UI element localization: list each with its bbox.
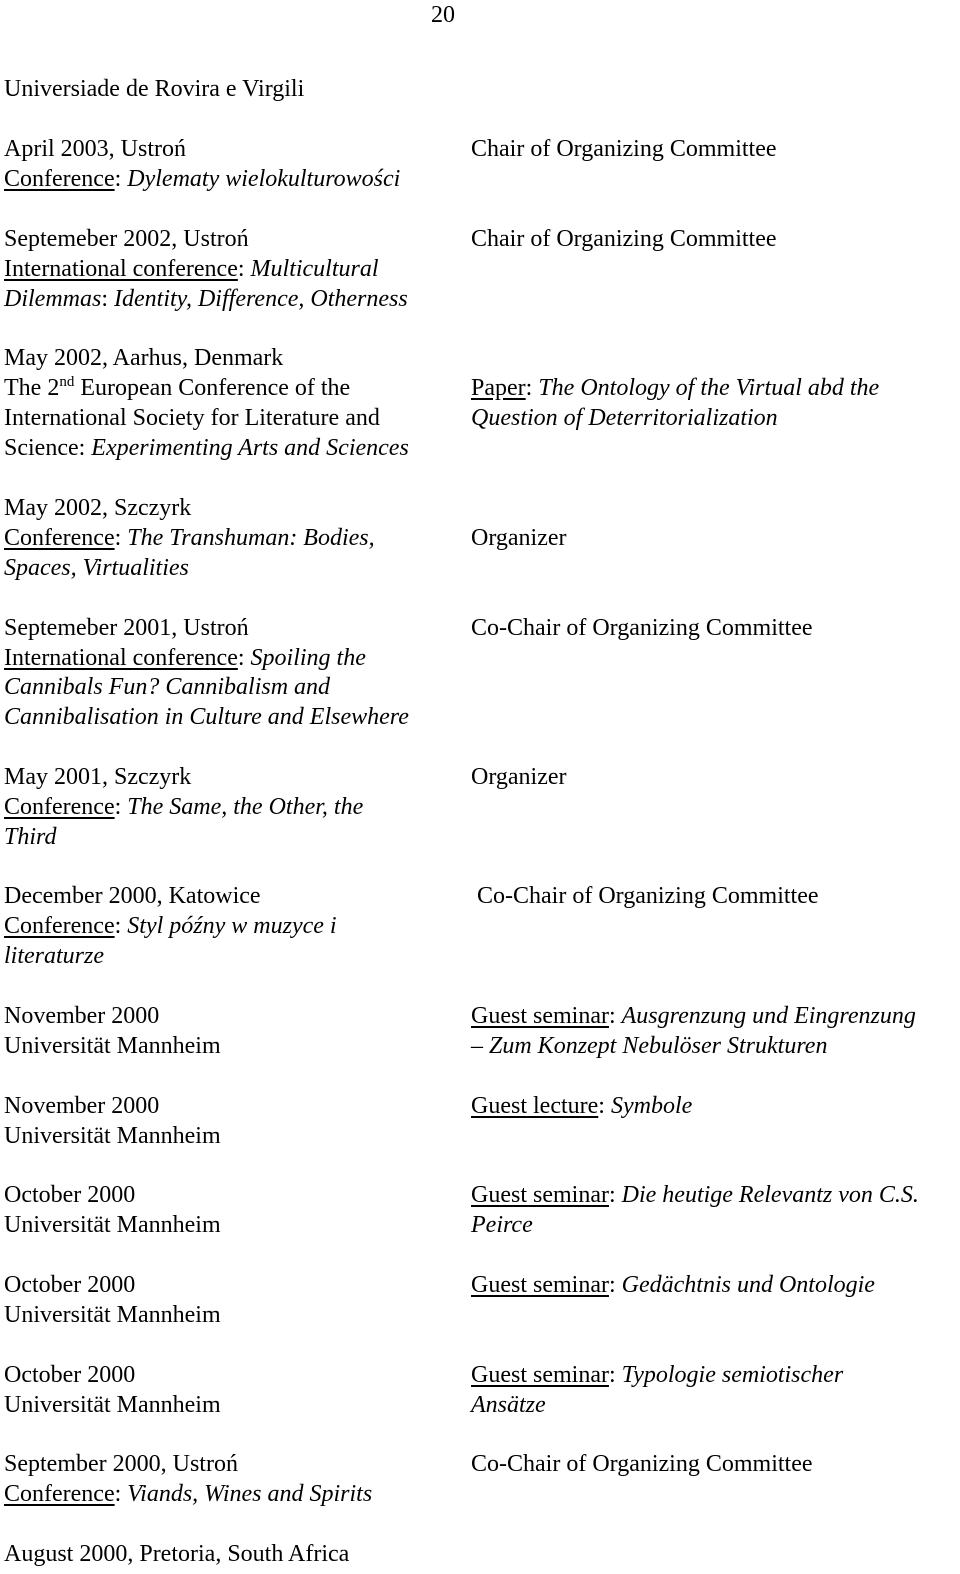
- title-text: Ansätze: [471, 1392, 546, 1418]
- text-run: :: [598, 1093, 611, 1119]
- title-text: Typologie semiotischer: [621, 1362, 844, 1388]
- text-run: European Conference of the: [74, 375, 351, 401]
- title-text: Third: [4, 824, 57, 850]
- title-text: Symbole: [610, 1093, 693, 1119]
- right-column-line: [471, 1180, 919, 1210]
- left-column-line: [4, 1360, 135, 1390]
- text-run: May 2002, Aarhus, Denmark: [4, 345, 284, 371]
- text-run: December 2000, Katowice: [4, 883, 261, 909]
- left-column-line: [4, 254, 379, 284]
- category-label: Conference: [4, 166, 115, 192]
- left-column-line: [4, 613, 249, 643]
- text-run: Co-Chair of Organizing Committee: [471, 1451, 813, 1477]
- text-run: November 2000: [4, 1093, 160, 1119]
- text-run: International Society for Literature and: [4, 405, 380, 431]
- title-text: Ausgrenzung und Eingrenzung: [621, 1003, 916, 1029]
- left-column-line: [4, 881, 261, 911]
- text-run: September 2000, Ustroń: [4, 1451, 238, 1477]
- text-run: Universität Mannheim: [4, 1302, 221, 1328]
- text-run: :: [237, 256, 251, 282]
- title-text: Peirce: [471, 1212, 533, 1238]
- text-run: Organizer: [471, 764, 567, 790]
- category-label: Conference: [4, 794, 115, 820]
- category-label: Guest seminar: [471, 1003, 609, 1029]
- left-column-line: [4, 1479, 372, 1509]
- right-column-line: [471, 1031, 827, 1061]
- text-run: Universiade de Rovira e Virgili: [4, 76, 305, 102]
- left-column-line: [4, 672, 330, 702]
- right-column-line: [471, 373, 879, 403]
- left-column-line: [4, 941, 104, 971]
- text-run: :: [114, 1481, 128, 1507]
- left-column-line: [4, 1001, 159, 1031]
- left-column-line: [4, 1091, 159, 1121]
- left-column-line: [4, 1270, 135, 1300]
- title-text: The Transhuman: Bodies,: [127, 525, 375, 551]
- text-run: Co-Chair of Organizing Committee: [477, 883, 819, 909]
- category-label: Conference: [4, 1481, 115, 1507]
- right-column-line: [471, 1091, 692, 1121]
- left-column-line: [4, 74, 304, 104]
- right-column-line: [471, 1210, 533, 1240]
- category-label: Conference: [4, 913, 115, 939]
- category-label: International conference: [4, 256, 238, 282]
- text-run: May 2002, Szczyrk: [4, 495, 192, 521]
- right-column-line: [471, 613, 813, 643]
- left-column-line: [4, 553, 189, 583]
- text-run: :: [114, 525, 128, 551]
- title-text: Spoiling the: [250, 645, 366, 671]
- text-run: :: [114, 166, 128, 192]
- text-run: October 2000: [4, 1362, 136, 1388]
- left-column-line: [4, 1449, 238, 1479]
- text-run: Universität Mannheim: [4, 1123, 221, 1149]
- right-column-line: [471, 1390, 546, 1420]
- left-column-line: [4, 762, 191, 792]
- title-text: Cannibals Fun? Cannibalism and: [4, 674, 331, 700]
- left-column-line: [4, 822, 56, 852]
- left-column-line: [4, 493, 191, 523]
- title-text: Experimenting Arts and Sciences: [91, 435, 409, 461]
- left-column-line: [4, 284, 408, 314]
- category-label: Guest seminar: [471, 1272, 609, 1298]
- text-run: :: [608, 1272, 622, 1298]
- right-column-line: [471, 1270, 875, 1300]
- left-column-line: [4, 1390, 221, 1420]
- right-column-line: [471, 403, 778, 433]
- title-text: The Same, the Other, the: [127, 794, 364, 820]
- left-column-line: [4, 134, 186, 164]
- left-column-line: [4, 911, 337, 941]
- text-run: Co-Chair of Organizing Committee: [471, 615, 813, 641]
- left-column-line: [4, 373, 350, 403]
- left-column-line: [4, 523, 375, 553]
- left-column-line: [4, 164, 400, 194]
- title-text: Dilemmas: [4, 286, 102, 312]
- text-run: August 2000, Pretoria, South Africa: [4, 1541, 350, 1567]
- text-run: Universität Mannheim: [4, 1212, 221, 1238]
- text-run: :: [114, 794, 128, 820]
- ordinal-superscript: nd: [59, 374, 75, 390]
- title-text: Multicultural: [250, 256, 379, 282]
- left-column-line: [4, 1300, 221, 1330]
- title-text: Spaces, Virtualities: [4, 555, 189, 581]
- text-run: May 2001, Szczyrk: [4, 764, 192, 790]
- title-text: – Zum Konzept Nebulöser Strukturen: [471, 1033, 828, 1059]
- text-run: Universität Mannheim: [4, 1033, 221, 1059]
- text-run: Universität Mannheim: [4, 1392, 221, 1418]
- text-run: Organizer: [471, 525, 567, 551]
- left-column-line: [4, 403, 380, 433]
- right-column-line: [471, 762, 567, 792]
- text-run: October 2000: [4, 1272, 136, 1298]
- left-column-line: [4, 702, 409, 732]
- text-run: November 2000: [4, 1003, 160, 1029]
- right-column-line: [471, 523, 567, 553]
- text-run: The 2: [4, 375, 60, 401]
- category-label: Conference: [4, 525, 115, 551]
- right-column-line: [471, 1001, 916, 1031]
- right-column-line: [471, 1449, 813, 1479]
- text-run: :: [608, 1182, 622, 1208]
- text-run: Science:: [4, 435, 92, 461]
- text-run: :: [101, 286, 114, 312]
- left-column-line: [4, 1121, 221, 1151]
- title-text: Gedächtnis und Ontologie: [621, 1272, 875, 1298]
- title-text: The Ontology of the Virtual abd the: [538, 375, 880, 401]
- left-column-line: [4, 1031, 221, 1061]
- text-run: Chair of Organizing Committee: [471, 226, 777, 252]
- text-run: Septemeber 2001, Ustroń: [4, 615, 249, 641]
- text-run: :: [608, 1003, 622, 1029]
- text-run: Septemeber 2002, Ustroń: [4, 226, 249, 252]
- text-run: :: [608, 1362, 622, 1388]
- title-text: Identity, Difference, Otherness: [114, 286, 408, 312]
- text-run: Chair of Organizing Committee: [471, 136, 777, 162]
- left-column-line: [4, 224, 249, 254]
- left-column-line: [4, 1180, 135, 1210]
- left-column-line: [4, 1210, 221, 1240]
- category-label: Guest seminar: [471, 1362, 609, 1388]
- category-label: Guest lecture: [471, 1093, 599, 1119]
- category-label: Guest seminar: [471, 1182, 609, 1208]
- title-text: Die heutige Relevantz von C.S.: [621, 1182, 919, 1208]
- text-run: :: [237, 645, 251, 671]
- category-label: International conference: [4, 645, 238, 671]
- left-column-line: [4, 643, 366, 673]
- left-column-line: [4, 343, 283, 373]
- text-run: :: [114, 913, 128, 939]
- title-text: Viands, Wines and Spirits: [127, 1481, 373, 1507]
- text-run: October 2000: [4, 1182, 136, 1208]
- title-text: Dylematy wielokulturowości: [127, 166, 401, 192]
- left-column-line: [4, 1539, 349, 1569]
- right-column-line: [477, 881, 819, 911]
- left-column-line: [4, 792, 363, 822]
- right-column-line: [471, 224, 777, 254]
- left-column-line: [4, 433, 409, 463]
- text-run: :: [525, 375, 539, 401]
- title-text: Styl późny w muzyce i: [127, 913, 337, 939]
- text-run: April 2003, Ustroń: [4, 136, 186, 162]
- category-label: Paper: [471, 375, 526, 401]
- title-text: literaturze: [4, 943, 104, 969]
- right-column-line: [471, 1360, 843, 1390]
- title-text: Question of Deterritorialization: [471, 405, 778, 431]
- page-number: 20: [431, 2, 455, 28]
- right-column-line: [471, 134, 777, 164]
- title-text: Cannibalisation in Culture and Elsewhere: [4, 704, 409, 730]
